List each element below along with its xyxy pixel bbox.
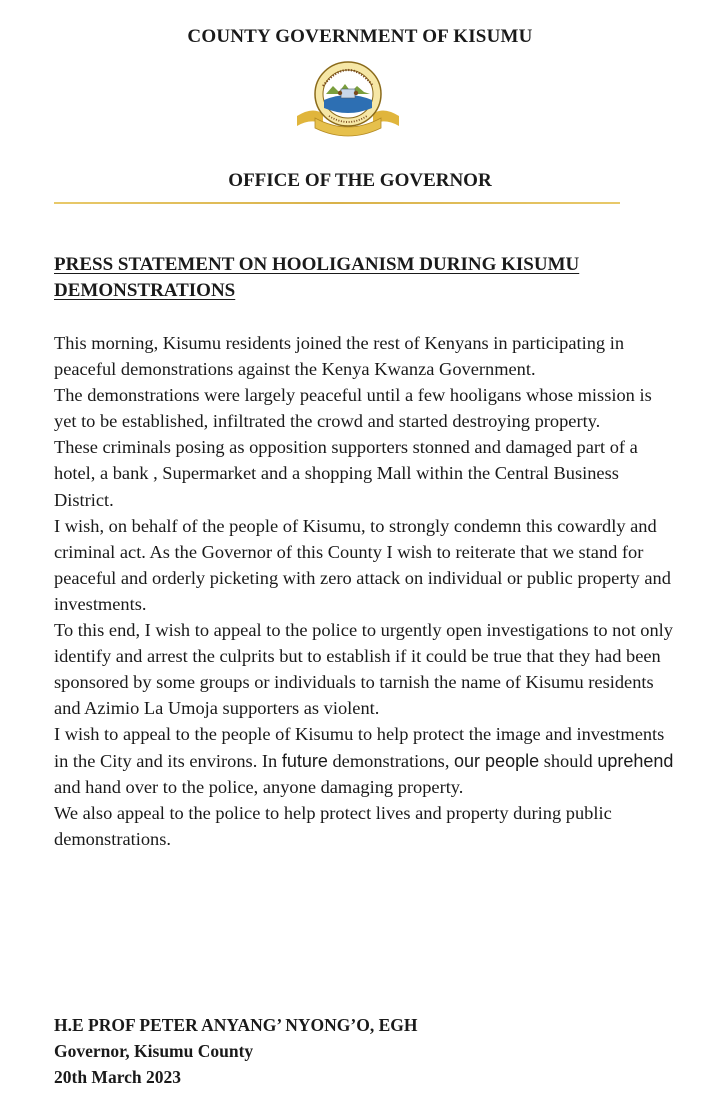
paragraph-6-part-g: and hand over to the police, anyone damaging property. (54, 776, 464, 797)
paragraph-5: To this end, I wish to appeal to the police to urgently open investigations to not only identify and arrest the culprits but to establish if it could be true that they had been sponsored by some groups or individuals to tarnish the name of Kisumu residents and Azimio La Umoja supporters as violent. (54, 620, 673, 719)
signatory-position: Governor, Kisumu County (54, 1041, 254, 1061)
paragraph-6-uprehend: uprehend (597, 750, 674, 771)
paragraph-6 (54, 721, 674, 799)
paragraph-6-our-people: our people (454, 750, 540, 771)
paragraph-7: We also appeal to the police to help protect lives and property during public demonstrations. (54, 802, 612, 849)
paragraph-6-part-c: demonstrations, (327, 750, 455, 771)
statement-date: 20th March 2023 (54, 1067, 182, 1087)
statement-body (54, 330, 674, 852)
paragraph-6-future: future (281, 750, 328, 771)
paragraph-4: I wish, on behalf of the people of Kisumu, to strongly condemn this cowardly and criminal act. As the Governor of this County I wish to reiterate that we stand for peaceful and orderly picketing with zero attack on individual or public property and investments. (54, 515, 671, 614)
signatory-name: H.E PROF PETER ANYANG’ NYONG’O, EGH (54, 1015, 418, 1035)
signature-block (54, 1012, 417, 1090)
paragraph-6-part-a: I wish to appeal to the people of Kisumu to help protect the image and investments in the City and its environs. In (54, 724, 665, 771)
office-of-governor-heading: OFFICE OF THE GOVERNOR (228, 170, 492, 191)
press-statement-title: PRESS STATEMENT ON HOOLIGANISM DURING KISUMU DEMONSTRATIONS (54, 254, 580, 301)
gold-divider (54, 202, 620, 204)
paragraph-1: This morning, Kisumu residents joined the rest of Kenyans in participating in peaceful demonstrations against the Kenya Kwanza Government. (54, 333, 625, 380)
paragraph-2: The demonstrations were largely peaceful until a few hooligans whose mission is yet to be established, infiltrated the crowd and started destroying property. (54, 385, 652, 432)
county-government-heading: COUNTY GOVERNMENT OF KISUMU (187, 26, 533, 47)
county-seal-logo (293, 56, 403, 138)
paragraph-3: These criminals posing as opposition supporters stonned and damaged part of a hotel, a bank , Supermarket and a shopping Mall within the Central Business District. (54, 437, 638, 510)
paragraph-6-part-e: should (539, 750, 598, 771)
